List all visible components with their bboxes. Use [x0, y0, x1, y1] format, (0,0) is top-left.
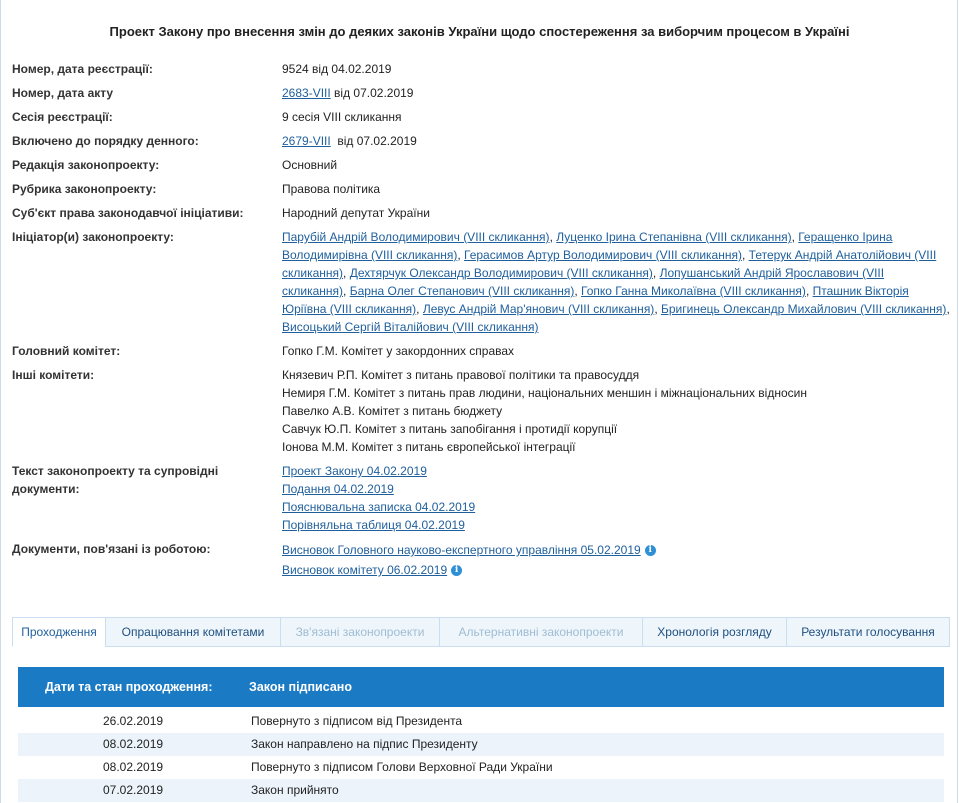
value-agenda	[282, 132, 417, 150]
initiator-link[interactable]: Герасимов Артур Володимирович (VIII скликання)	[464, 248, 742, 262]
initiator-link[interactable]: Барна Олег Степанович (VIII скликання)	[349, 284, 575, 298]
other-committee-item: Іонова М.М. Комітет з питань європейської інтеграції	[282, 440, 576, 454]
initiator-line	[282, 300, 952, 318]
tab-linked-bills[interactable]: Зв'язані законопроекти	[280, 617, 440, 647]
tab-passage[interactable]: Проходження	[12, 617, 106, 647]
label-agenda: Включено до порядку денного:	[12, 134, 199, 148]
label-documents-line1: Текст законопроекту та супровідні	[12, 464, 219, 478]
tab-underline	[106, 646, 950, 647]
bill-title: Проект Закону про внесення змін до деяких законів України щодо спостереження за виборчим процесом в Україні	[109, 24, 850, 39]
label-other-committees: Інші комітети:	[12, 368, 95, 382]
label-related-docs: Документи, пов'язані із роботою:	[12, 542, 211, 556]
row-date: 08.02.2019	[103, 737, 164, 751]
related-docs-list	[282, 540, 656, 580]
other-committees-list	[282, 366, 807, 456]
row-date: 26.02.2019	[103, 714, 164, 728]
initiator-link[interactable]: скликання)	[282, 284, 344, 298]
tab-alternative-bills[interactable]: Альтернативні законопроекти	[439, 617, 643, 647]
documents-list	[282, 462, 475, 534]
label-subject: Суб'єкт права законодавчої ініціативи:	[12, 206, 244, 220]
label-rubric: Рубрика законопроекту:	[12, 182, 157, 196]
initiator-separator: ,	[805, 284, 813, 298]
initiator-link[interactable]: Луценко Ірина Степанівна (VIII скликання)	[556, 230, 792, 244]
other-committee-item: Князевич Р.П. Комітет з питань правової політики та правосуддя	[282, 368, 640, 382]
initiator-separator: ,	[741, 248, 749, 262]
initiator-link[interactable]: Дехтярчук Олександр Володимирович (VIII скликання)	[349, 266, 653, 280]
value-registration: 9524 від 04.02.2019	[282, 62, 392, 76]
agenda-date: від 07.02.2019	[330, 134, 417, 148]
table-row	[18, 756, 944, 779]
table-row	[18, 733, 944, 756]
initiator-line	[282, 228, 952, 246]
initiator-separator: ,	[791, 230, 799, 244]
document-link[interactable]: Проект Закону 04.02.2019	[282, 464, 427, 478]
row-status: Закон направлено на підпис Президенту	[251, 737, 478, 751]
other-committee-item: Немиря Г.М. Комітет з питань прав людини, національних меншин і міжнаціональних відносин	[282, 386, 807, 400]
related-doc-link[interactable]: Висновок комітету 06.02.2019	[282, 563, 448, 577]
value-session: 9 сесія VIII скликання	[282, 110, 402, 124]
tab-chronology[interactable]: Хронологія розгляду	[642, 617, 787, 647]
label-main-committee: Головний комітет:	[12, 344, 121, 358]
label-edition: Редакція законопроекту:	[12, 158, 160, 172]
value-main-committee: Гопко Г.М. Комітет у закордонних справах	[282, 344, 515, 358]
initiator-link[interactable]: Лопушанський Андрій Ярославович (VIII	[659, 266, 885, 280]
act-link[interactable]: 2683-VIII	[282, 86, 331, 100]
document-link[interactable]: Пояснювальна записка 04.02.2019	[282, 500, 476, 514]
row-date: 07.02.2019	[103, 783, 164, 797]
initiator-separator: ,	[946, 302, 950, 316]
value-act	[282, 84, 413, 102]
label-registration: Номер, дата реєстрації:	[12, 62, 153, 76]
label-documents-line2: документи:	[12, 482, 80, 496]
initiator-link[interactable]: Тетерук Андрій Анатолійович (VIII	[748, 248, 937, 262]
initiator-link[interactable]: Левус Андрій Мар'янович (VIII скликання)	[422, 302, 655, 316]
info-icon[interactable]: i	[451, 565, 462, 576]
table-row	[18, 779, 944, 802]
initiator-separator: ,	[549, 230, 557, 244]
initiator-link[interactable]: Пташник Вікторія	[812, 284, 909, 298]
row-status: Закон прийнято	[251, 783, 339, 797]
initiator-link[interactable]: Гопко Ганна Миколаївна (VIII скликання)	[581, 284, 806, 298]
header-dates-label: Дати та стан проходження:	[45, 680, 213, 694]
tab-committee-processing[interactable]: Опрацювання комітетами	[105, 617, 281, 647]
related-doc-link[interactable]: Висновок Головного науково-експертного управління 05.02.2019	[282, 543, 641, 557]
initiator-link[interactable]: Бригинець Олександр Михайлович (VIII скликання)	[660, 302, 947, 316]
info-icon[interactable]: i	[645, 545, 656, 556]
initiator-line	[282, 264, 952, 282]
other-committee-item: Савчук Ю.П. Комітет з питань запобігання і протидії корупції	[282, 422, 618, 436]
initiator-link[interactable]: Володимирівна (VIII скликання)	[282, 248, 458, 262]
header-status: Закон підписано	[249, 680, 352, 694]
act-date: від 07.02.2019	[330, 86, 414, 100]
label-initiators: Ініціатор(и) законопроекту:	[12, 230, 174, 244]
value-subject: Народний депутат України	[282, 206, 430, 220]
agenda-link[interactable]: 2679-VIII	[282, 134, 331, 148]
label-documents	[12, 462, 218, 498]
initiator-line	[282, 282, 952, 300]
initiator-link[interactable]: Геращенко Ірина	[798, 230, 893, 244]
initiator-line	[282, 246, 952, 264]
table-row	[18, 710, 944, 733]
initiator-link[interactable]: скликання)	[282, 266, 344, 280]
tab-voting-results[interactable]: Результати голосування	[786, 617, 950, 647]
initiator-separator: ,	[457, 248, 465, 262]
initiator-separator: ,	[416, 302, 423, 316]
passage-table-header	[18, 667, 944, 707]
document-link[interactable]: Подання 04.02.2019	[282, 482, 394, 496]
initiator-separator: ,	[343, 266, 350, 280]
row-date: 08.02.2019	[103, 760, 164, 774]
other-committee-item: Павелко А.В. Комітет з питань бюджету	[282, 404, 503, 418]
tab-bar	[12, 617, 950, 647]
initiator-link[interactable]: Парубій Андрій Володимирович (VIII скликання)	[282, 230, 550, 244]
initiator-link[interactable]: Висоцький Сергій Віталійович (VIII скликання)	[282, 320, 539, 334]
row-status: Повернуто з підписом Голови Верховної Ради України	[251, 760, 553, 774]
value-rubric: Правова політика	[282, 182, 381, 196]
document-link[interactable]: Порівняльна таблиця 04.02.2019	[282, 518, 465, 532]
label-act: Номер, дата акту	[12, 86, 114, 100]
value-edition: Основний	[282, 158, 338, 172]
initiators-list	[282, 228, 952, 336]
initiator-separator: ,	[343, 284, 350, 298]
label-session: Сесія реєстрації:	[12, 110, 113, 124]
initiator-line	[282, 318, 952, 336]
initiator-separator: ,	[574, 284, 582, 298]
initiator-link[interactable]: Юріївна (VIII скликання)	[282, 302, 417, 316]
row-status: Повернуто з підписом від Президента	[251, 714, 463, 728]
initiator-separator: ,	[654, 302, 661, 316]
initiator-separator: ,	[652, 266, 660, 280]
